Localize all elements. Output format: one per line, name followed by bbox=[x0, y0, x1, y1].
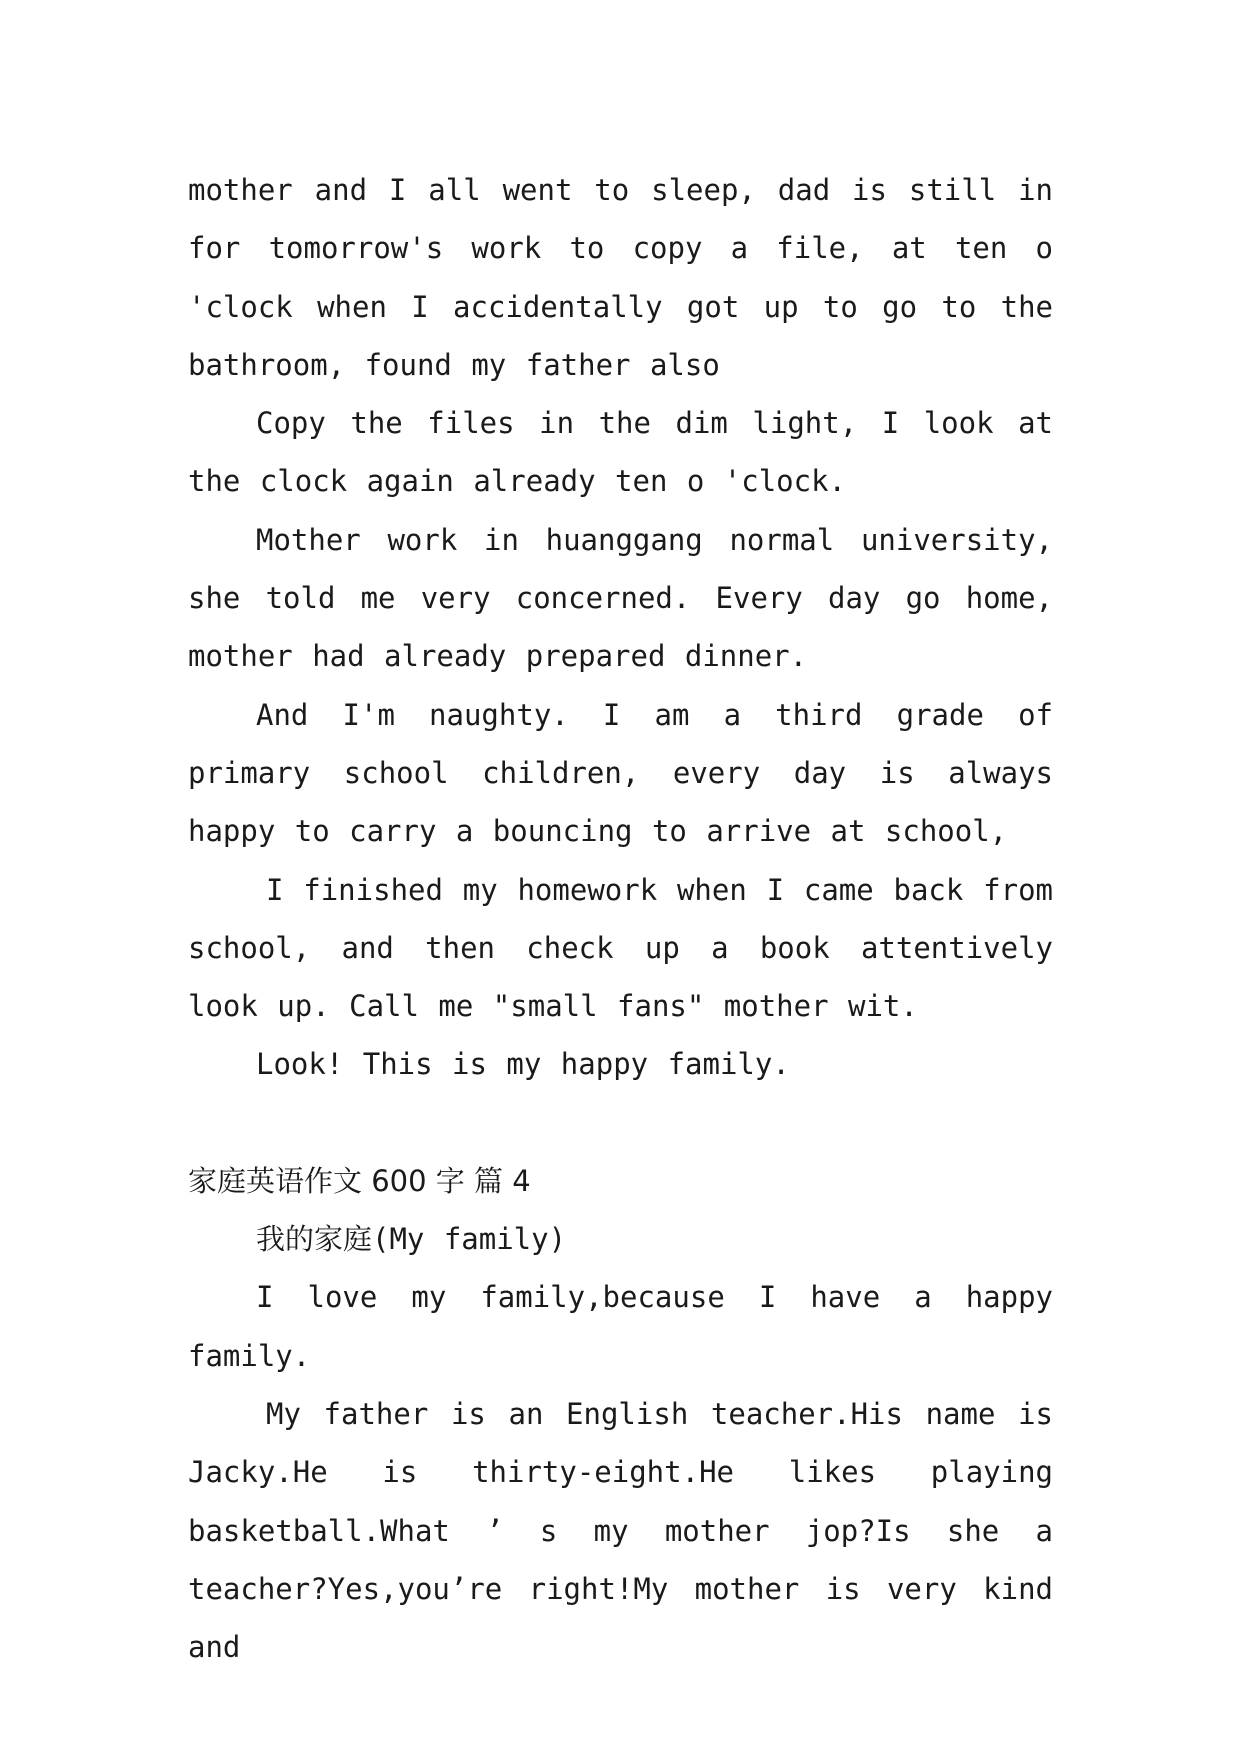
essay-title: 我的家庭(My family) bbox=[256, 1222, 567, 1257]
document-body bbox=[188, 161, 1053, 1676]
paragraph-father: My father is an English teacher.His name is Jacky.He is thirty-eight.He likes playing basketball.What ’ s my mother jop?Is she a teacher?Yes,you’re right!My mother is very kind and bbox=[188, 1396, 1053, 1665]
paragraph-mother-work: Mother work in huanggang normal university, she told me very concerned. Every day go home, mother had already prepared dinner. bbox=[188, 522, 1053, 674]
paragraph-copy-files: Copy the files in the dim light, I look at the clock again already ten o 'clock. bbox=[188, 406, 1053, 499]
paragraph-happy-family: Look! This is my happy family. bbox=[256, 1047, 790, 1082]
paragraph-continuation: mother and I all went to sleep, dad is still in for tomorrow's work to copy a file, at ten o 'clock when I accidentally got up to go to the bathroom, found my father also bbox=[188, 173, 1053, 382]
section-heading: 家庭英语作文 600 字 篇 4 bbox=[188, 1163, 531, 1198]
paragraph-naughty: And I'm naughty. I am a third grade of primary school children, every day is always happy to carry a bouncing to arrive at school, bbox=[188, 697, 1053, 849]
section-spacer bbox=[188, 1094, 1053, 1152]
paragraph-love-family: I love my family,because I have a happy family. bbox=[188, 1280, 1053, 1373]
paragraph-homework: I finished my homework when I came back from school, and then check up a book attentively look up. Call me "small fans" mother wit. bbox=[188, 872, 1053, 1024]
